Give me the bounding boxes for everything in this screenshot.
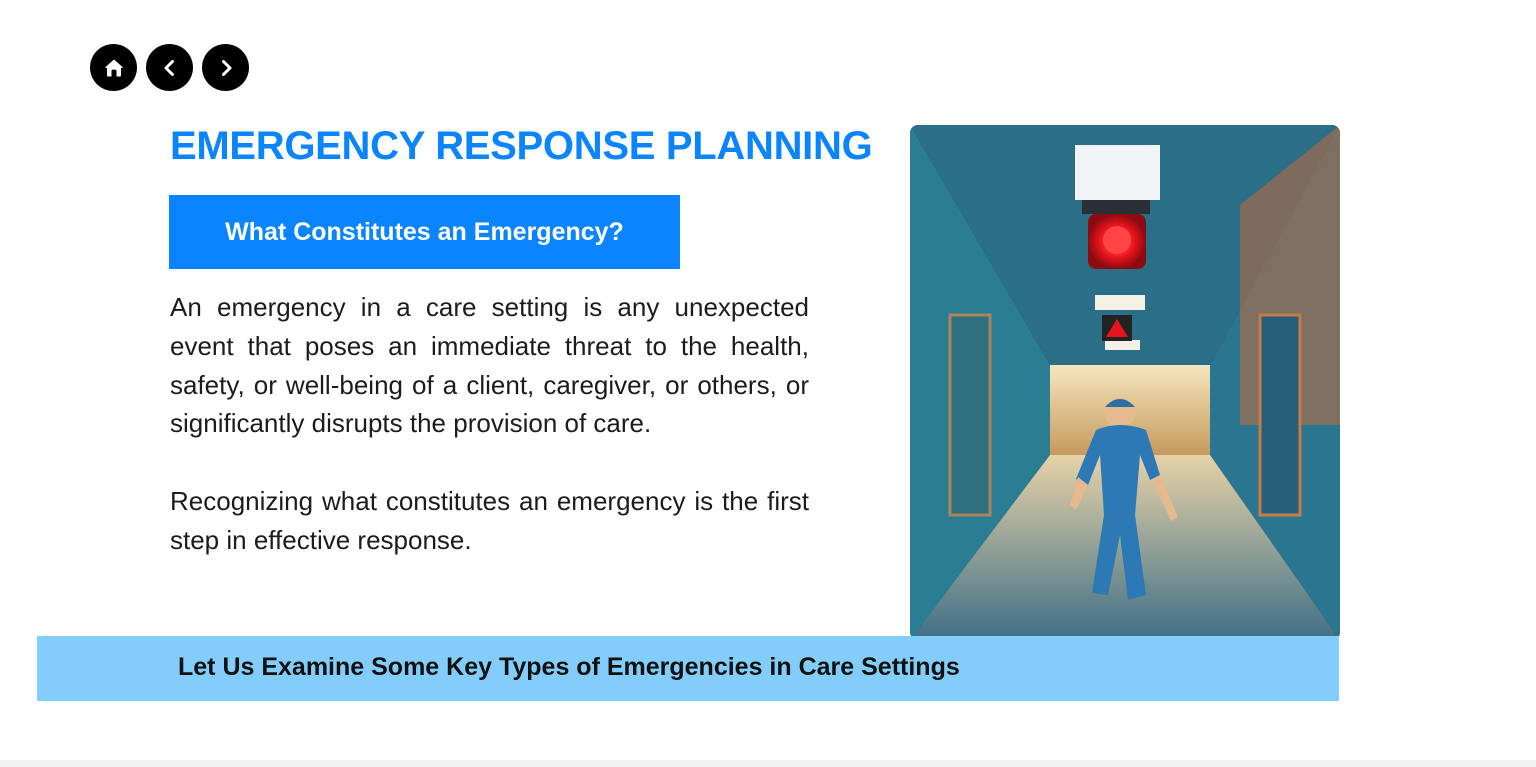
chevron-right-icon (214, 56, 238, 80)
page-title: EMERGENCY RESPONSE PLANNING (170, 124, 873, 168)
back-button[interactable] (146, 44, 193, 91)
hospital-corridor-image (910, 125, 1340, 640)
footer-text: Let Us Examine Some Key Types of Emergencies in Care Settings (178, 653, 960, 681)
subtitle-banner (169, 195, 680, 269)
navigation-controls (90, 44, 249, 91)
paragraph-definition: An emergency in a care setting is any unexpected event that poses an immediate threat to the health, safety, or well-being of a client, caregiver, or others, or significantly disrupts the provision of care. (170, 292, 809, 439)
forward-button[interactable] (202, 44, 249, 91)
body-text (170, 288, 809, 560)
chevron-left-icon (158, 56, 182, 80)
emergency-illustration (910, 125, 1340, 640)
bottom-divider (0, 760, 1536, 767)
footer-banner (37, 636, 1339, 701)
home-icon (102, 56, 126, 80)
paragraph-recognition: Recognizing what constitutes an emergency is the first step in effective response. (170, 485, 809, 555)
subtitle-text: What Constitutes an Emergency? (225, 217, 624, 246)
home-button[interactable] (90, 44, 137, 91)
